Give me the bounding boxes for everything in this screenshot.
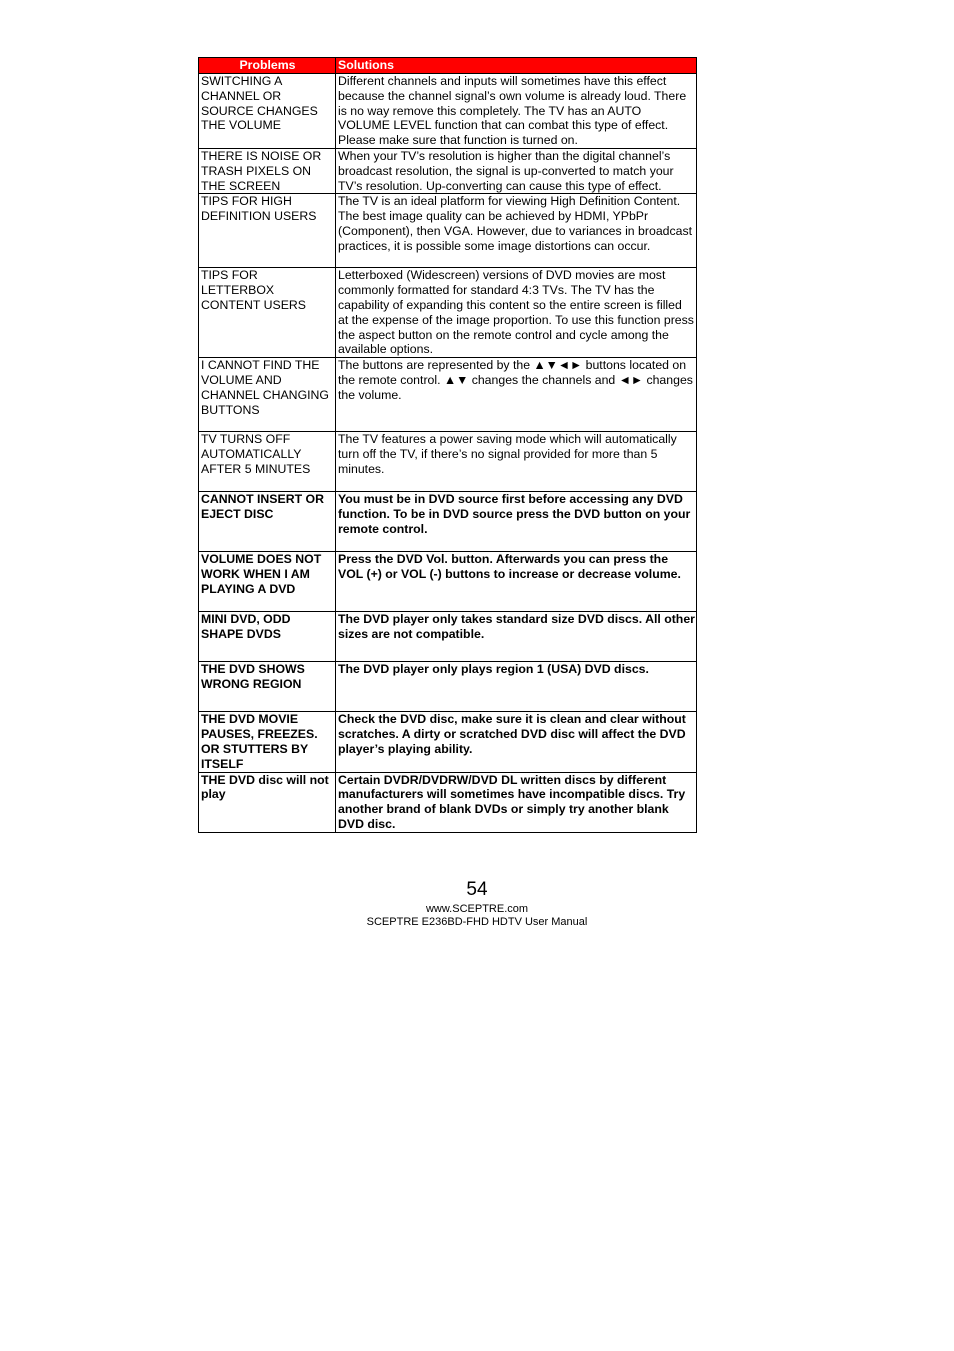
table-row bbox=[199, 194, 697, 268]
page-number: 54 bbox=[466, 879, 488, 900]
solution-cell: When your TV’s resolution is higher than the digital channel’s broadcast resolution, the signal is up-converted to match your TV’s resolution. Up-converting can cause this type of effect. bbox=[336, 149, 697, 194]
problem-cell: THE DVD SHOWS WRONG REGION bbox=[199, 662, 336, 712]
solution-cell: You must be in DVD source first before accessing any DVD function. To be in DVD source press the DVD button on your remote control. bbox=[336, 492, 697, 552]
solution-cell: The TV features a power saving mode which will automatically turn off the TV, if there’s no signal provided for more than 5 minutes. bbox=[336, 432, 697, 492]
table-row bbox=[199, 268, 697, 358]
problem-cell: TV TURNS OFF AUTOMATICALLY AFTER 5 MINUTES bbox=[199, 432, 336, 492]
solution-cell: Check the DVD disc, make sure it is clean and clear without scratches. A dirty or scratched DVD disc will affect the DVD player’s playing ability. bbox=[336, 712, 697, 772]
problem-cell: TIPS FOR LETTERBOX CONTENT USERS bbox=[199, 268, 336, 358]
problem-cell: SWITCHING A CHANNEL OR SOURCE CHANGES THE VOLUME bbox=[199, 74, 336, 149]
problem-cell: MINI DVD, ODD SHAPE DVDS bbox=[199, 612, 336, 662]
problem-cell: CANNOT INSERT OR EJECT DISC bbox=[199, 492, 336, 552]
table-row bbox=[199, 552, 697, 612]
website-url: www.SCEPTRE.com bbox=[425, 903, 529, 915]
solution-cell: Press the DVD Vol. button. Afterwards you can press the VOL (+) or VOL (-) buttons to increase or decrease volume. bbox=[336, 552, 697, 612]
solution-cell: The TV is an ideal platform for viewing High Definition Content. The best image quality can be achieved by HDMI, YPbPr (Component), then VGA. However, due to variances in broadcast practices, it is possible some image distortions can occur. bbox=[336, 194, 697, 268]
solution-cell: Different channels and inputs will sometimes have this effect because the channel signal’s own volume is already loud. There is no way remove this completely. The TV has an AUTO VOLUME LEVEL function that can combat this type of effect. Please make sure that function is turned on. bbox=[336, 74, 697, 149]
problem-cell: THE DVD disc will not play bbox=[199, 772, 336, 832]
table-row bbox=[199, 358, 697, 432]
table-row bbox=[199, 74, 697, 149]
table-row bbox=[199, 712, 697, 772]
problem-cell: I CANNOT FIND THE VOLUME AND CHANNEL CHANGING BUTTONS bbox=[199, 358, 336, 432]
problem-cell: THE DVD MOVIE PAUSES, FREEZES. OR STUTTERS BY ITSELF bbox=[199, 712, 336, 772]
solution-cell: Letterboxed (Widescreen) versions of DVD movies are most commonly formatted for standard 4:3 TVs. The TV has the capability of expanding this content so the entire screen is filled at the expense of the image proportion. To use this function press the aspect button on the remote control and cycle among the available options. bbox=[336, 268, 697, 358]
solution-cell: The DVD player only takes standard size DVD discs. All other sizes are not compatible. bbox=[336, 612, 697, 662]
problem-cell: THERE IS NOISE OR TRASH PIXELS ON THE SCREEN bbox=[199, 149, 336, 194]
solution-cell: The DVD player only plays region 1 (USA) DVD discs. bbox=[336, 662, 697, 712]
problem-cell: VOLUME DOES NOT WORK WHEN I AM PLAYING A DVD bbox=[199, 552, 336, 612]
table-row bbox=[199, 149, 697, 194]
table-row bbox=[199, 432, 697, 492]
table-row bbox=[199, 662, 697, 712]
problem-cell: TIPS FOR HIGH DEFINITION USERS bbox=[199, 194, 336, 268]
table-row bbox=[199, 612, 697, 662]
table-header-row bbox=[199, 58, 697, 74]
solution-cell: Certain DVDR/DVDRW/DVD DL written discs by different manufacturers will sometimes have incompatible discs. Try another brand of blank DVDs or simply try another blank DVD disc. bbox=[336, 772, 697, 832]
troubleshooting-table bbox=[198, 57, 697, 833]
problems-header: Problems bbox=[199, 58, 336, 74]
table-row bbox=[199, 772, 697, 832]
solution-cell: The buttons are represented by the ▲▼◄► buttons located on the remote control. ▲▼ changes the channels and ◄► changes the volume. bbox=[336, 358, 697, 432]
manual-title: SCEPTRE E236BD-FHD HDTV User Manual bbox=[366, 916, 588, 928]
solutions-header: Solutions bbox=[336, 58, 697, 74]
table-row bbox=[199, 492, 697, 552]
